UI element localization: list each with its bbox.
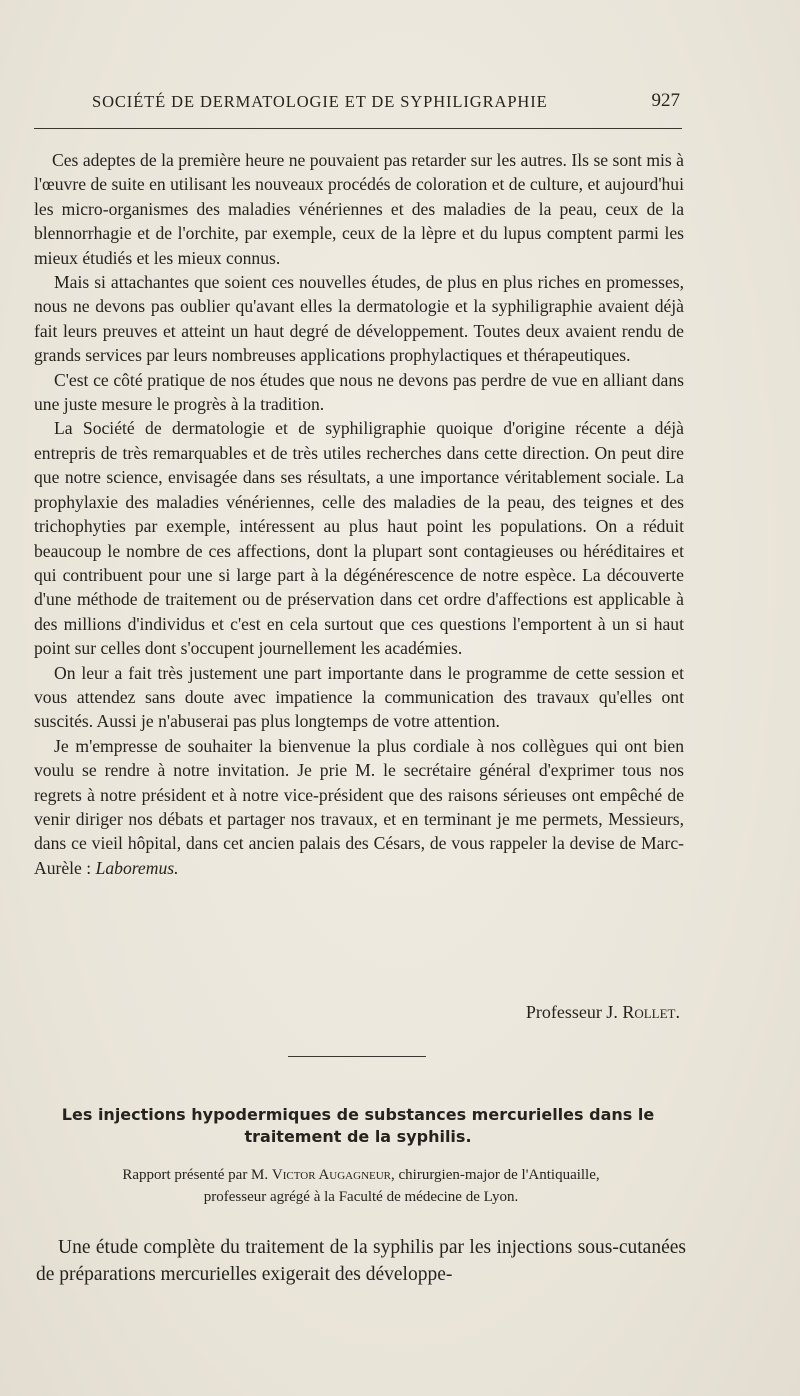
article-title: Les injections hypodermiques de substances mercurielles dans le traitement de la syphilis. xyxy=(61,1105,655,1146)
byline-prefix: Rapport présenté par M. xyxy=(122,1167,269,1183)
signature-name: Rollet. xyxy=(622,1002,680,1022)
article-intro xyxy=(36,1234,686,1288)
main-body-text xyxy=(34,148,684,880)
signature xyxy=(526,1002,680,1023)
paragraph: Ces adeptes de la première heure ne pouvaient pas retarder sur les autres. Ils se sont mis à l'œuvre de suite en utilisant les nouveaux procédés de coloration et de culture, et aujourd'hui les micro-organismes des maladies vénériennes et des maladies de la peau, ceux de la blennorrhagie et de l'orchite, par exemple, ceux de la lèpre et du lupus comptent parmi les mieux étudiés et les mieux connus. xyxy=(34,150,684,268)
paragraph: On leur a fait très justement une part importante dans le programme de cette session et vous attendez sans doute avec impatience la communication des travaux qu'elles ont suscités. Aussi je n'abuserai pas plus longtemps de votre attention. xyxy=(34,662,684,732)
paragraph: La Société de dermatologie et de syphiligraphie quoique d'origine récente a déjà entrepris de très remarquables et de très utiles recherches dans cette direction. On peut dire que notre science, envisagée dans ses résultats, a une importance véritablement sociale. La prophylaxie des maladies vénériennes, celle des maladies de la peau, des teignes et des trichophyties par exemple, intéressent au plus haut point les populations. On a réduit beaucoup le nombre de ces affections, dont la plupart sont contagieuses ou héréditaires et qui contribuent pour une si large part à la dégénérescence de notre espèce. La découverte d'une méthode de traitement ou de préservation dans cet ordre d'affections est applicable à des millions d'individus et c'est en cela surtout que ces questions l'emportent à un si haut point sur celles dont s'occupent journellement les académies. xyxy=(34,418,684,659)
paragraph-closing xyxy=(34,734,684,880)
paragraph-closing-text: Je m'empresse de souhaiter la bienvenue la plus cordiale à nos collègues qui ont bien voulu se rendre à notre invitation. Je prie M. le secrétaire général d'exprimer tous nos regrets à notre président et à notre vice-président que des raisons sérieuses ont empêché de venir diriger nos débats et partager nos travaux, et en terminant je me permets, Messieurs, dans ce vieil hôpital, dans cet ancien palais des Césars, de vous rappeler la devise de Marc-Aurèle : xyxy=(34,735,684,878)
running-title: SOCIÉTÉ DE DERMATOLOGIE ET DE SYPHILIGRAPHIE xyxy=(92,92,548,111)
byline xyxy=(36,1164,686,1208)
byline-author: Victor Augagneur, xyxy=(271,1167,395,1183)
running-head xyxy=(92,92,684,116)
signature-prefix: Professeur J. xyxy=(525,1002,618,1022)
byline-rest: chirurgien-major de l'Antiquaille, xyxy=(398,1167,600,1183)
paragraph: C'est ce côté pratique de nos études que nous ne devons pas perdre de vue en alliant dans une juste mesure le progrès à la tradition. xyxy=(34,369,684,415)
paragraph: Mais si attachantes que soient ces nouvelles études, de plus en plus riches en promesses, nous ne devons pas oublier qu'avant elles la dermatologie et la syphiligraphie avaient déjà fait leurs preuves et atteint un haut degré de développement. Toutes deux avaient rendu de grands services par leurs nombreuses applications prophylactiques et thérapeutiques. xyxy=(34,272,684,366)
byline-affiliation: professeur agrégé à la Faculté de médecine de Lyon. xyxy=(203,1189,519,1205)
page-number: 927 xyxy=(651,90,680,111)
intro-paragraph: Une étude complète du traitement de la syphilis par les injections sous-cutanées de préparations mercurielles exigerait des développe- xyxy=(36,1237,686,1285)
motto: Laboremus. xyxy=(95,857,179,878)
header-rule xyxy=(34,128,682,129)
section-divider xyxy=(288,1056,426,1057)
byline-line xyxy=(36,1164,686,1186)
